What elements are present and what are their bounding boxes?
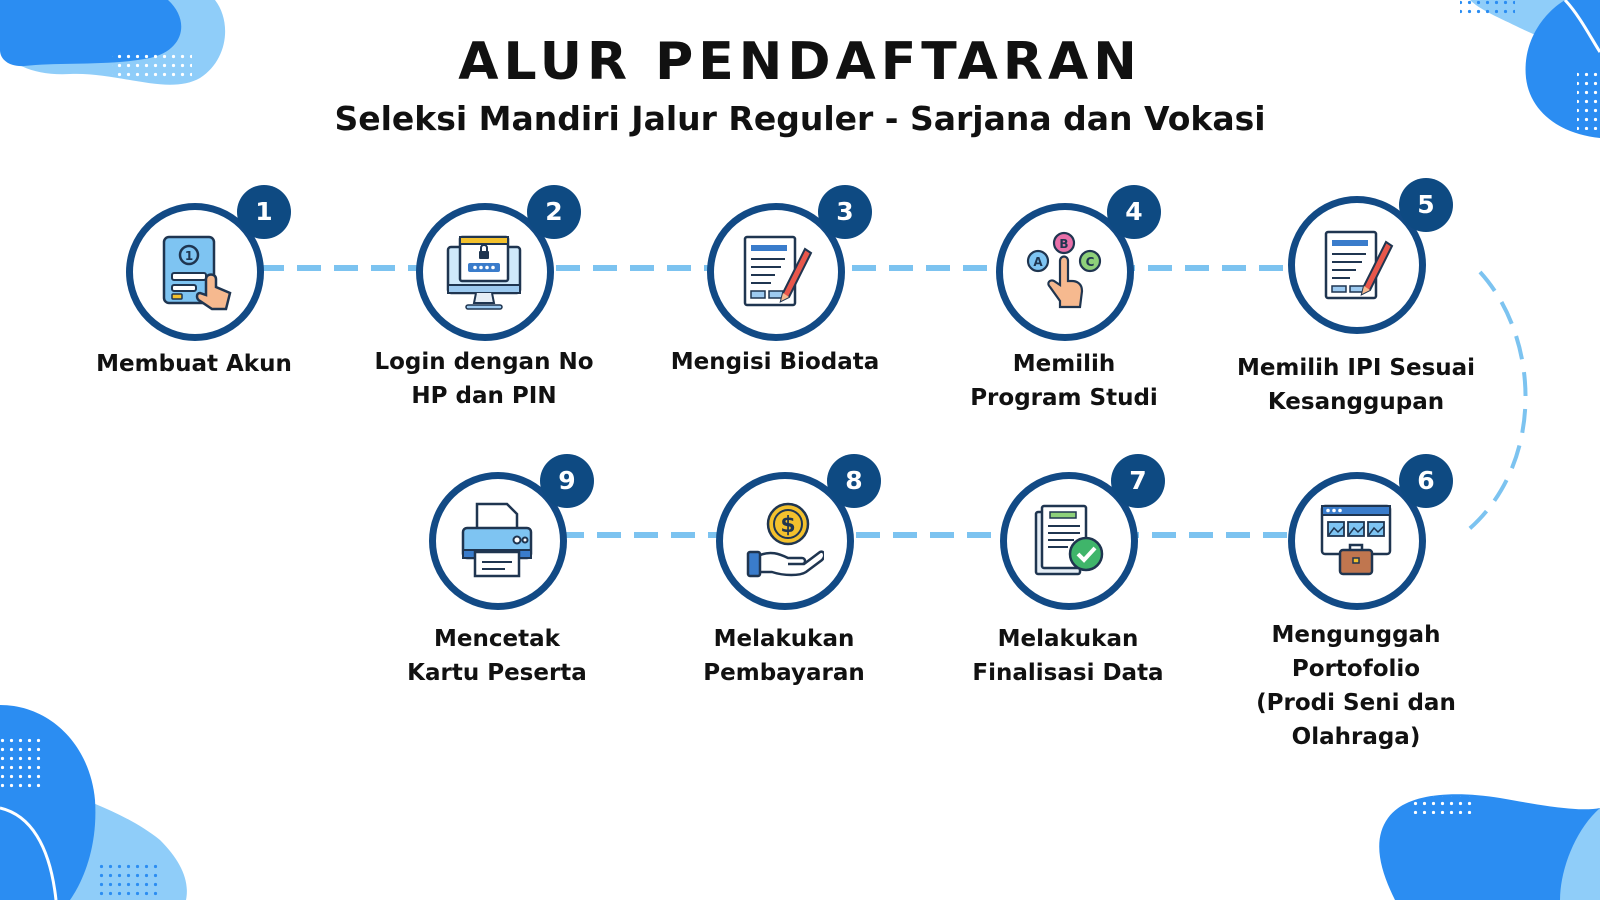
step-label: Memilih Program Studi [970, 351, 1158, 411]
svg-text:B: B [1059, 237, 1069, 251]
svg-text:1: 1 [184, 249, 194, 263]
step-label: Login dengan No HP dan PIN [374, 349, 594, 409]
step-label: Melakukan Pembayaran [703, 626, 865, 686]
svg-text:$: $ [780, 513, 796, 538]
step-number-badge: 7 [1111, 454, 1165, 508]
step-number-badge: 3 [818, 185, 872, 239]
step-number-badge: 9 [540, 454, 594, 508]
step-number-badge: 5 [1399, 178, 1453, 232]
svg-text:A: A [1033, 255, 1043, 269]
step-number-badge: 1 [237, 185, 291, 239]
step-number-badge: 4 [1107, 185, 1161, 239]
page-subtitle: Seleksi Mandiri Jalur Reguler - Sarjana dan Vokasi [334, 99, 1266, 138]
step-1 [24, 183, 364, 513]
step-label: Membuat Akun [96, 351, 292, 377]
step-label: Mencetak Kartu Peserta [407, 626, 587, 686]
step-label: Mengisi Biodata [670, 349, 880, 375]
step-number-badge: 6 [1399, 454, 1453, 508]
step-label: Memilih IPI Sesuai Kesanggupan [1236, 355, 1476, 415]
step-label: Melakukan Finalisasi Data [972, 626, 1164, 686]
portfolio-icon [1316, 500, 1396, 580]
page-title: ALUR PENDAFTARAN [458, 32, 1142, 92]
document-check-icon [1028, 500, 1108, 580]
step-label: Mengunggah Portofolio (Prodi Seni dan Olahraga) [1256, 622, 1456, 750]
payment-coin-icon [744, 500, 824, 580]
form-pen-icon [735, 231, 815, 311]
step-number-badge: 8 [827, 454, 881, 508]
login-monitor-icon [444, 231, 524, 311]
printer-icon [457, 500, 537, 580]
create-account-icon [154, 231, 234, 311]
document-pen-icon [1316, 224, 1396, 304]
svg-text:C: C [1085, 255, 1095, 269]
step-number-badge: 2 [527, 185, 581, 239]
choice-abc-icon [1024, 231, 1104, 311]
step-9 [327, 452, 667, 782]
